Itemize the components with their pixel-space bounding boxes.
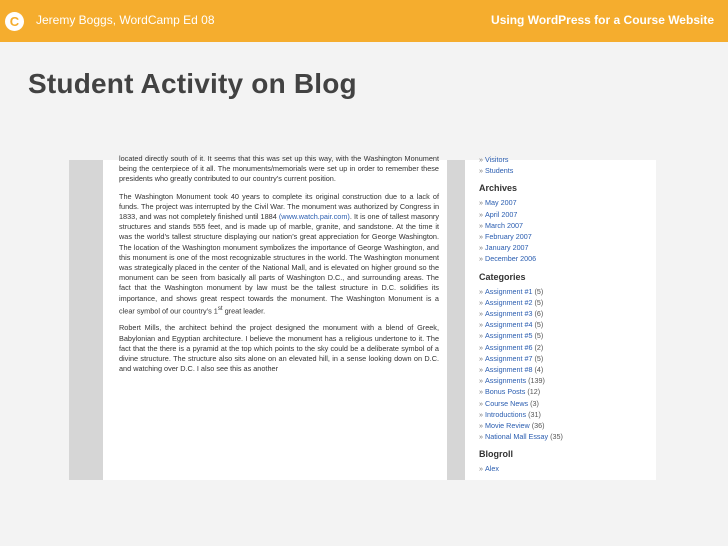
post-count: (6)	[532, 309, 544, 319]
sidebar-link-label: May 2007	[485, 198, 517, 208]
bullet-icon: »	[479, 365, 483, 375]
archive-link[interactable]	[479, 231, 649, 242]
logo-icon: C	[5, 12, 24, 31]
post-text: great leader.	[222, 306, 266, 316]
bullet-icon: »	[479, 220, 483, 230]
post-body	[119, 154, 439, 381]
post-count: (5)	[532, 286, 544, 296]
bullet-icon: »	[479, 198, 483, 208]
category-link[interactable]	[479, 375, 649, 386]
sidebar-link[interactable]: » Students	[479, 166, 514, 176]
bullet-icon: »	[479, 309, 483, 319]
category-link[interactable]	[479, 386, 649, 397]
category-link[interactable]	[479, 342, 649, 353]
archive-link[interactable]	[479, 220, 649, 231]
post-text: . It is one of tallest masonry structures and stands 555 feet, and is made up of marble, granite, and sandstone. At the time it was the world’s tallest structure displaying our nation’s great appreciation for George Washington. The location of the Washington monument symbolizes the importance of George Washington, and this monument is one of the most recognizable structures in the world. The Washington monument was strategically placed in the center of the National Mall, and is elevated on higher ground so the monument can be seen from basically all parts of Washington D.C., and surrounding areas. The fact that the Washington monument by law must be the tallest structure in D.C. solidifies its importance, and shows great respect towards the monument. The Washington Monument is a clear symbol of our country’s 1	[119, 212, 439, 316]
author-label: Jeremy Boggs, WordCamp Ed 08	[36, 13, 215, 27]
category-link[interactable]	[479, 330, 649, 341]
sidebar-link-label: February 2007	[485, 232, 532, 242]
category-link[interactable]	[479, 431, 649, 442]
bullet-icon: »	[479, 398, 483, 408]
post-count: (12)	[525, 387, 541, 397]
blog-screenshot	[69, 154, 656, 480]
post-text: The Washington Monument took 40 years to complete its original construction due to a lack of funds. The project was interrupted by the Civil War. The monument was authorized by Congress in 1833, and was not completely finished until 1884	[119, 191, 439, 222]
blogroll-heading: Blogroll	[479, 449, 513, 460]
sidebar-link-label: Alex	[485, 464, 499, 474]
bullet-icon: »	[479, 331, 483, 341]
post-count: (36)	[529, 421, 545, 431]
sidebar-link-label: Bonus Posts	[485, 387, 526, 397]
sidebar-link-label: March 2007	[485, 220, 523, 230]
post-link[interactable]: (www.watch.pair.com)	[278, 212, 350, 222]
superscript: st	[217, 304, 223, 312]
sidebar-link-label: Assignment #7	[485, 353, 533, 363]
category-link[interactable]	[479, 308, 649, 319]
post-count: (35)	[548, 432, 563, 442]
post-count: (5)	[532, 353, 544, 363]
archive-link[interactable]	[479, 209, 649, 220]
post-count: (31)	[526, 409, 541, 419]
archives-list	[479, 197, 649, 264]
bullet-icon: »	[479, 320, 483, 330]
bullet-icon: »	[479, 254, 483, 264]
category-link[interactable]	[479, 319, 649, 330]
post-count: (2)	[532, 342, 544, 352]
bullet-icon: »	[479, 421, 483, 431]
sidebar-link-label: Assignments	[485, 376, 527, 386]
post-count: (5)	[532, 297, 544, 307]
categories-list	[479, 286, 649, 443]
sidebar-link[interactable]: » Visitors	[479, 155, 509, 164]
blogroll-list	[479, 463, 649, 474]
sidebar-link-label: Movie Review	[485, 421, 530, 431]
sidebar-link-label: Assignment #6	[485, 342, 533, 352]
bullet-icon: »	[479, 432, 483, 442]
sidebar-link-label: National Mall Essay	[485, 432, 549, 442]
bullet-icon: »	[479, 464, 483, 474]
sidebar-link-label: December 2006	[485, 254, 537, 264]
bullet-icon: »	[479, 342, 483, 352]
category-link[interactable]	[479, 409, 649, 420]
bullet-icon: »	[479, 387, 483, 397]
category-link[interactable]	[479, 297, 649, 308]
category-link[interactable]	[479, 353, 649, 364]
sidebar-link-label: Assignment #3	[485, 309, 533, 319]
post-count: (5)	[532, 331, 544, 341]
header-bar	[0, 0, 728, 42]
bullet-icon: »	[479, 243, 483, 253]
post-count: (4)	[532, 365, 544, 375]
presentation-title: Using WordPress for a Course Website	[491, 13, 714, 27]
bullet-icon: »	[479, 376, 483, 386]
sidebar-link-label: Assignment #2	[485, 297, 533, 307]
sidebar-link-label: Assignment #4	[485, 320, 533, 330]
post-paragraph	[119, 192, 439, 317]
category-link[interactable]	[479, 398, 649, 409]
blog-post	[103, 154, 447, 480]
blogroll-link[interactable]	[479, 463, 649, 474]
bullet-icon: »	[479, 297, 483, 307]
bullet-icon: »	[479, 286, 483, 296]
archive-link[interactable]	[479, 197, 649, 208]
bullet-icon: »	[479, 232, 483, 242]
sidebar-content	[479, 154, 649, 475]
bullet-icon: »	[479, 155, 483, 164]
category-link[interactable]	[479, 420, 649, 431]
sidebar-link-label: April 2007	[485, 209, 518, 219]
bullet-icon: »	[479, 353, 483, 363]
bullet-icon: »	[479, 166, 483, 176]
bullet-icon: »	[479, 209, 483, 219]
post-paragraph: Robert Mills, the architect behind the project designed the monument with a blend of Greek, Babylonian and Egyptian architecture. I believe the monument has a religious undertone to it. The fact that the there is a pyramid at the top which points to the sky could be a deliberate symbol of a divine structure. The structure also sits alone on an elevated hill, in a sense looking down on D.C. and watching over D.C. I also see this as another	[119, 323, 439, 374]
category-link[interactable]	[479, 364, 649, 375]
sidebar-link-label: Assignment #5	[485, 331, 533, 341]
category-link[interactable]	[479, 286, 649, 297]
sidebar-link-label: January 2007	[485, 243, 529, 253]
blog-sidebar	[465, 155, 656, 480]
sidebar-link-label: Course News	[485, 398, 529, 408]
sidebar-link-label: Assignment #1	[485, 286, 533, 296]
post-count: (3)	[528, 398, 539, 408]
post-paragraph: located directly south of it. It seems that this was set up this way, with the Washington Monument being the centerpiece of it all. The monuments/memorials were set up in order to remember these presidents who greatly contributed to our country’s current position.	[119, 154, 439, 184]
post-count: (5)	[532, 320, 544, 330]
sidebar-link-label: Introductions	[485, 409, 527, 419]
post-count: (139)	[526, 376, 545, 386]
archives-heading: Archives	[479, 183, 518, 194]
bullet-icon: »	[479, 409, 483, 419]
slide-title: Student Activity on Blog	[28, 68, 357, 99]
categories-heading: Categories	[479, 271, 526, 282]
sidebar-link-label: Assignment #8	[485, 365, 533, 375]
archive-link[interactable]	[479, 253, 649, 264]
archive-link[interactable]	[479, 242, 649, 253]
